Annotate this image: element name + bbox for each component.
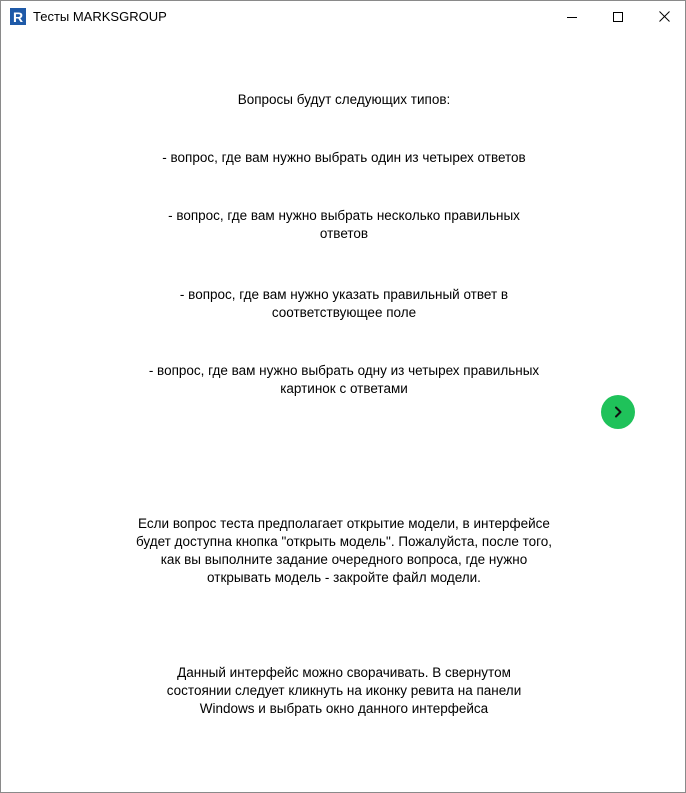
question-type-single: - вопрос, где вам нужно выбрать один из четырех ответов bbox=[162, 150, 526, 165]
question-type-input: - вопрос, где вам нужно указать правильный ответ в соответствующее поле bbox=[179, 287, 509, 320]
maximize-button[interactable] bbox=[595, 1, 641, 32]
window-title: Тесты MARKSGROUP bbox=[33, 9, 167, 24]
title-bar[interactable] bbox=[1, 1, 685, 32]
chevron-right-icon bbox=[612, 406, 624, 418]
question-type-multiple: - вопрос, где вам нужно выбрать несколько правильных ответов bbox=[168, 208, 520, 241]
minimize-icon bbox=[567, 12, 577, 22]
question-type-images: - вопрос, где вам нужно выбрать одну из четырех правильных картинок с ответами bbox=[148, 363, 540, 396]
minimize-button[interactable] bbox=[549, 1, 595, 32]
revit-icon bbox=[10, 8, 26, 25]
next-button[interactable] bbox=[601, 395, 635, 429]
close-icon bbox=[659, 11, 670, 22]
model-note: Если вопрос теста предполагает открытие модели, в интерфейсе будет доступна кнопка "открыть модель". Пожалуйста, после того, как вы выполните задание очередного вопроса, где нужно открывать модель - закройте файл модели. bbox=[135, 516, 553, 585]
svg-text:R: R bbox=[13, 9, 24, 25]
collapse-note: Данный интерфейс можно сворачивать. В свернутом состоянии следует кликнуть на иконку ревита на панели Windows и выбрать окно данного интерфейса bbox=[166, 665, 522, 716]
close-button[interactable] bbox=[641, 1, 686, 32]
maximize-icon bbox=[613, 12, 623, 22]
intro-text: Вопросы будут следующих типов: bbox=[237, 92, 451, 107]
